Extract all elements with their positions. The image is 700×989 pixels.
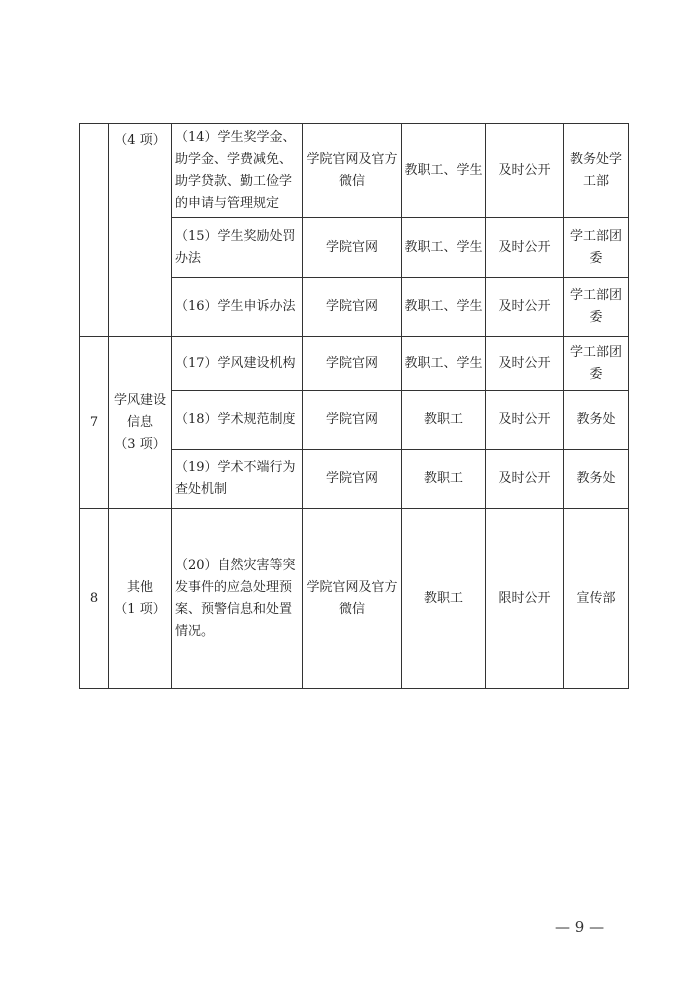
item-cell: （18）学术规范制度 [172, 391, 303, 450]
channel-cell: 学院官网 [303, 450, 402, 509]
page-number: — 9 — [555, 918, 605, 936]
item-cell: （15）学生奖励处罚办法 [172, 218, 303, 278]
channel-cell: 学院官网 [303, 391, 402, 450]
category-cell [109, 337, 172, 509]
audience-cell: 教职工、学生 [402, 278, 486, 337]
category-number-cell: 8 [80, 509, 109, 689]
timing-cell: 限时公开 [486, 509, 564, 689]
channel-cell: 学院官网 [303, 218, 402, 278]
department-cell: 学工部团委 [564, 278, 629, 337]
audience-cell: 教职工 [402, 450, 486, 509]
category-number-cell: 7 [80, 337, 109, 509]
audience-cell: 教职工 [402, 391, 486, 450]
timing-cell: 及时公开 [486, 124, 564, 218]
item-cell: （20）自然灾害等突发事件的应急处理预案、预警信息和处置情况。 [172, 509, 303, 689]
timing-cell: 及时公开 [486, 450, 564, 509]
channel-cell: 学院官网 [303, 337, 402, 391]
category-count: （3 项） [114, 436, 166, 452]
department-cell: 教务处 [564, 450, 629, 509]
timing-cell: 及时公开 [486, 278, 564, 337]
channel-cell: 学院官网及官方微信 [303, 509, 402, 689]
department-cell: 学工部团委 [564, 337, 629, 391]
disclosure-table [79, 123, 629, 689]
category-name: 学风建设信息 [113, 392, 166, 430]
category-name: 其他 [126, 579, 153, 595]
category-cell [109, 509, 172, 689]
table-row [80, 124, 629, 218]
category-number-cell [80, 124, 109, 337]
audience-cell: 教职工、学生 [402, 124, 486, 218]
category-count: （1 项） [114, 601, 166, 617]
table-row [80, 337, 629, 391]
department-cell: 教务处 [564, 391, 629, 450]
channel-cell: 学院官网 [303, 278, 402, 337]
item-cell: （17）学风建设机构 [172, 337, 303, 391]
department-cell: 教务处学工部 [564, 124, 629, 218]
audience-cell: 教职工、学生 [402, 218, 486, 278]
table-row [80, 509, 629, 689]
item-cell: （14）学生奖学金、助学金、学费减免、助学贷款、勤工俭学的申请与管理规定 [172, 124, 303, 218]
category-count: （4 项） [114, 133, 166, 148]
timing-cell: 及时公开 [486, 218, 564, 278]
audience-cell: 教职工 [402, 509, 486, 689]
item-cell: （19）学术不端行为查处机制 [172, 450, 303, 509]
department-cell: 宣传部 [564, 509, 629, 689]
audience-cell: 教职工、学生 [402, 337, 486, 391]
channel-cell: 学院官网及官方微信 [303, 124, 402, 218]
timing-cell: 及时公开 [486, 337, 564, 391]
item-cell: （16）学生申诉办法 [172, 278, 303, 337]
category-cell [109, 124, 172, 337]
timing-cell: 及时公开 [486, 391, 564, 450]
department-cell: 学工部团委 [564, 218, 629, 278]
